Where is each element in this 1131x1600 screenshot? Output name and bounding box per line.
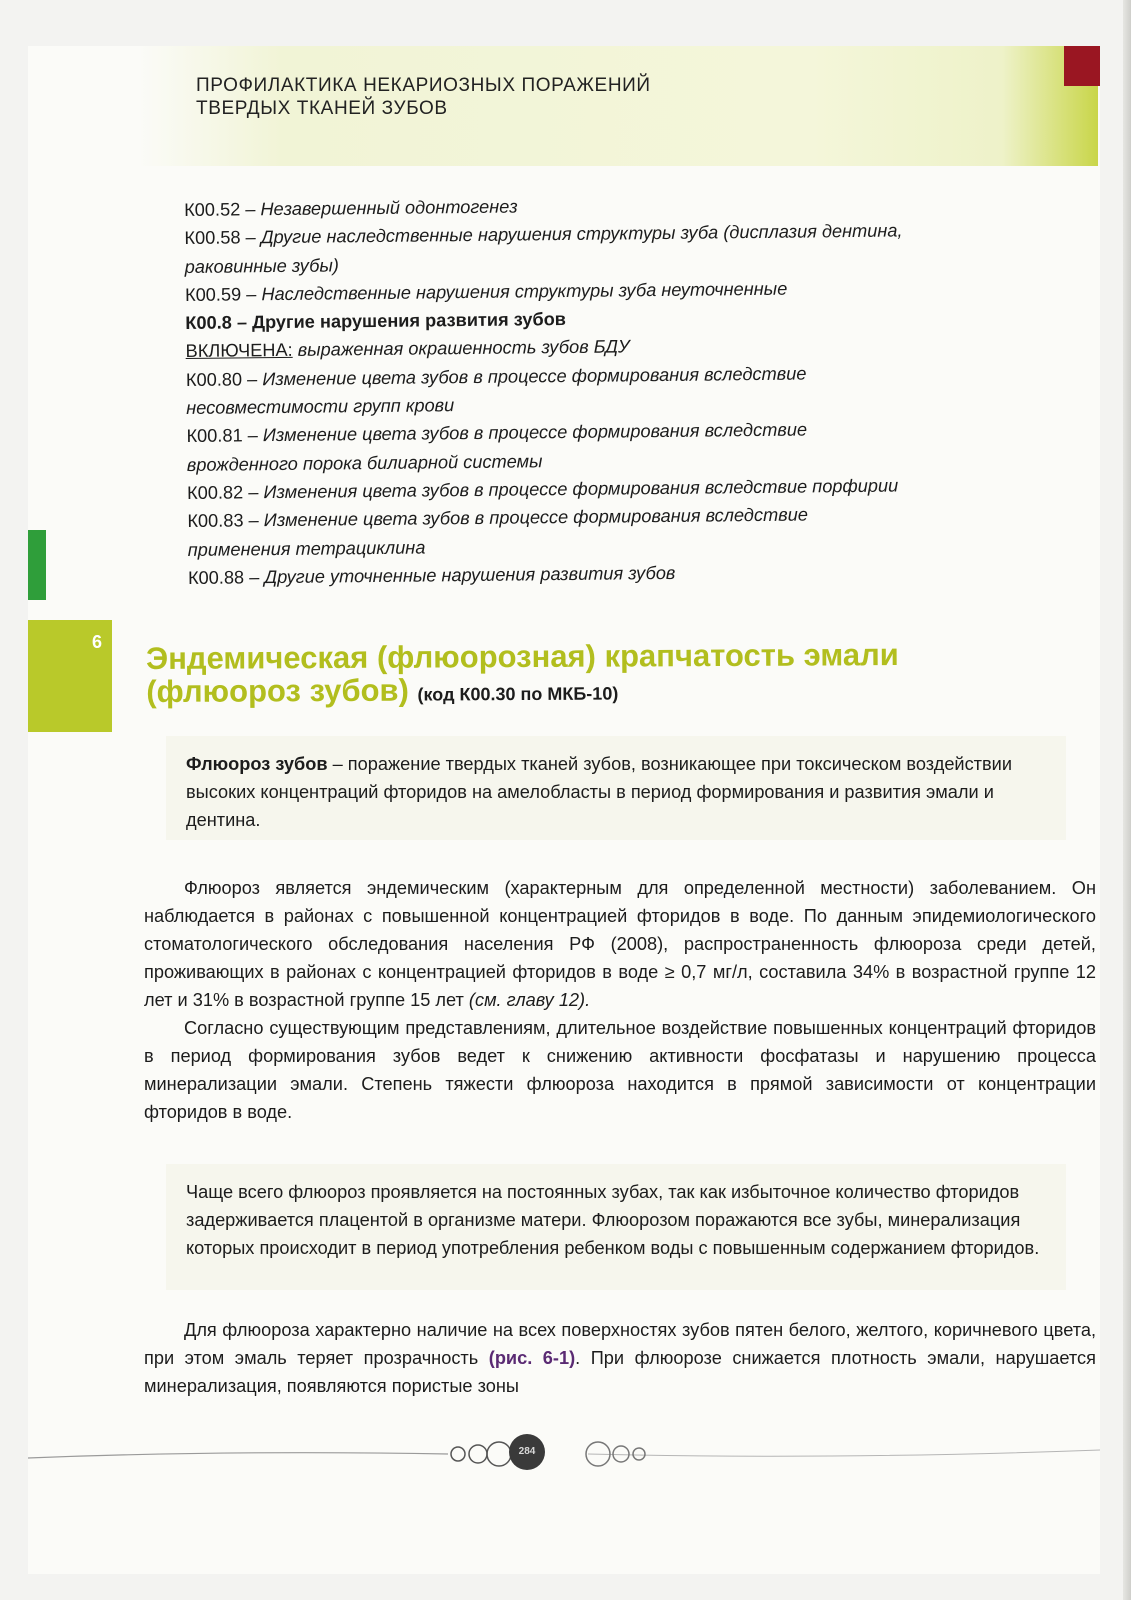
chapter-number: 6: [92, 632, 103, 652]
note-box: [166, 1164, 1066, 1290]
section-title-line2: (флюороз зубов): [146, 672, 409, 709]
running-head-line2: ТВЕРДЫХ ТКАНЕЙ ЗУБОВ: [196, 98, 448, 119]
body-paragraphs-2: [144, 1316, 1096, 1400]
definition-box: [166, 736, 1066, 840]
book-page: [28, 46, 1100, 1574]
icd-code: К00.52 –: [184, 199, 256, 220]
symptoms-text-2: . При флюорозе снижается плотность эмали, нарушается минерализация, появляются пористые зоны: [144, 1348, 1096, 1396]
included-label: ВКЛЮЧЕНА:: [185, 340, 293, 362]
paragraph-prevalence: [144, 874, 1096, 1014]
icd-code: К00.81 –: [186, 425, 258, 447]
running-head: [196, 74, 651, 120]
note-text: Чаще всего флюороз проявляется на постоянных зубах, так как избыточное количество фторидов задерживается плацентой в организме матери. Флюорозом поражаются все зубы, минерализация которых происходит в период употребления ребенком воды с повышенным содержанием фторидов.: [186, 1182, 1040, 1258]
included-text: выраженная окрашенность зубов БДУ: [297, 336, 630, 361]
icd-text: Изменения цвета зубов в процессе формирования вследствие порфирии: [263, 475, 899, 503]
section-title-line2-wrap: [146, 670, 1046, 713]
icd-item-k0081-cont: врожденного порока билиарной системы: [186, 450, 543, 475]
icd-code: К00.83 –: [187, 510, 259, 532]
icd-item-k008: К00.8 – Другие нарушения развития зубов: [185, 309, 567, 334]
section-title: [146, 637, 1046, 713]
section-code-note: (код К00.30 по МКБ-10): [417, 683, 619, 705]
icd-code: К00.82 –: [187, 482, 259, 503]
prevalence-text: Флюороз является эндемическим (характерным для определенной местности) заболеванием. Он наблюдается в районах с повышенной концентрацией фторидов в воде. По данным эпидемиологического стоматологического обследования населения РФ (2008), распространенность флюороза среди детей, проживающих в районах с концентрацией фторидов в воде ≥ 0,7 мг/л, составила 34% в возрастной группе 12 лет и 31% в возрастной группе 15 лет: [144, 878, 1096, 1010]
icd-text: Изменение цвета зубов в процессе формирования вследствие: [262, 363, 807, 389]
definition-text: [166, 736, 1066, 834]
icd-text: Другие наследственные нарушения структуры зуба (дисплазия дентина,: [260, 220, 903, 248]
icd-code: К00.59 –: [184, 284, 257, 305]
body-paragraphs-1: [144, 874, 1096, 1126]
footer-ornament: [28, 1436, 1100, 1476]
icd-text: Изменение цвета зубов в процессе формирования вследствие: [263, 504, 809, 531]
icd-code: К00.80 –: [185, 369, 258, 390]
icd-item-k0058-cont: раковинные зубы): [184, 254, 339, 277]
icd-text: Изменение цвета зубов в процессе формирования вследствие: [262, 419, 808, 446]
icd-item-k0080-cont: несовместимости групп крови: [186, 395, 455, 419]
icd-code: К00.88 –: [187, 567, 260, 588]
paragraph-mechanism: Согласно существующим представлениям, длительное воздействие повышенных концентраций фторидов в период формирования зубов ведет к снижению активности фосфатазы и нарушению процесса минерализации эмали. Степень тяжести флюороза находится в прямой зависимости от концентрации фторидов в воде.: [144, 1018, 1096, 1122]
paragraph-symptoms: [144, 1316, 1096, 1400]
icd-code-list: [184, 187, 1068, 592]
definition-term: Флюороз зубов: [186, 754, 328, 774]
figure-reference[interactable]: (рис. 6-1): [488, 1348, 576, 1368]
page-edge-shadow: [1123, 0, 1131, 1600]
icd-text: Незавершенный одонтогенез: [260, 196, 518, 220]
section-title-line1: Эндемическая (флюорозная) крапчатость эмали: [145, 637, 899, 676]
icd-code: К00.58 –: [184, 227, 256, 249]
running-head-line1: ПРОФИЛАКТИКА НЕКАРИОЗНЫХ ПОРАЖЕНИЙ: [196, 75, 651, 96]
page-number: 284: [509, 1434, 545, 1470]
green-edge-marker: [28, 530, 46, 600]
icd-item-k0083-cont: применения тетрациклина: [187, 537, 426, 560]
icd-text: Наследственные нарушения структуры зуба неуточненные: [261, 278, 788, 305]
corner-bookmark: [1064, 46, 1100, 86]
icd-text: Другие уточненные нарушения развития зубов: [264, 562, 676, 588]
chapter-reference: (см. главу 12).: [468, 990, 591, 1010]
symptoms-text-1: Для флюороза характерно наличие на всех поверхностях зубов пятен белого, желтого, коричневого цвета, при этом эмаль теряет прозрачность: [144, 1320, 1096, 1368]
definition-body: – поражение твердых тканей зубов, возникающее при токсическом воздействии высоких концентраций фторидов на амелобласты в период формирования и развития эмали и дентина.: [186, 754, 1012, 830]
